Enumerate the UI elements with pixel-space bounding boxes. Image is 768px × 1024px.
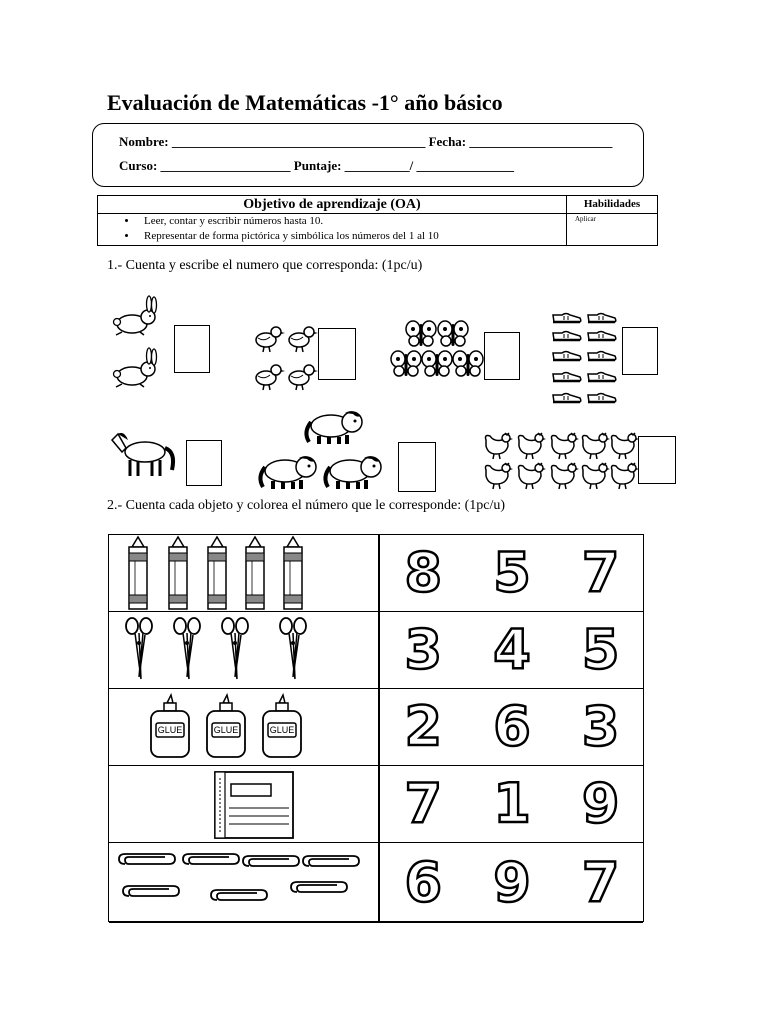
chick-icon — [289, 365, 318, 390]
answer-box-ponies[interactable] — [398, 442, 436, 492]
scissors-icon — [280, 618, 306, 679]
number-options — [379, 535, 645, 611]
shoe-icon — [588, 314, 616, 323]
number-option[interactable]: 1 — [493, 772, 531, 835]
number-option[interactable]: 9 — [581, 772, 620, 835]
butterfly-icon — [453, 351, 483, 376]
grid-row-glue — [109, 689, 643, 766]
question-1: 1.- Cuenta y escribe el numero que corresponda: (1pc/u) — [107, 258, 423, 273]
skills-heading: Habilidades — [567, 196, 657, 214]
hen-icon — [612, 463, 640, 489]
shoe-icon — [553, 352, 581, 361]
objective-item: • Leer, contar y escribir números hasta 10. — [138, 214, 566, 229]
shoe-icon — [553, 332, 581, 341]
notebook-group — [109, 766, 378, 843]
number-option[interactable]: 7 — [581, 850, 620, 914]
butterfly-icon — [438, 321, 468, 346]
number-option[interactable]: 7 — [404, 772, 443, 835]
horse-icon — [112, 433, 173, 476]
name-date-line[interactable]: Nombre: _______________________________________ Fecha: ______________________ — [119, 134, 613, 149]
grid-row-notebook — [109, 766, 643, 843]
shoe-icon — [553, 394, 581, 403]
paperclip-icon — [291, 882, 347, 892]
hen-icon — [519, 463, 547, 489]
number-options — [379, 689, 645, 765]
chick-icon — [256, 327, 285, 352]
shoe-icon — [588, 332, 616, 341]
butterfly-icon — [391, 351, 421, 376]
scissors-icon — [222, 618, 248, 679]
shoe-icon — [588, 352, 616, 361]
shoe-group — [553, 314, 616, 403]
number-options — [379, 766, 645, 842]
paperclip-icon — [183, 854, 239, 864]
answer-box-rabbits[interactable] — [174, 325, 210, 373]
chick-group — [256, 327, 318, 390]
notebook-icon — [215, 772, 293, 838]
number-option[interactable]: 5 — [493, 541, 531, 604]
number-option[interactable]: 9 — [493, 850, 531, 914]
hen-icon — [519, 433, 547, 459]
number-option[interactable]: 8 — [404, 541, 443, 604]
shoe-icon — [553, 373, 581, 382]
course-score-line[interactable]: Curso: ____________________ Puntaje: __________/ _______________ — [119, 158, 515, 173]
skills-value: Aplicar — [575, 215, 596, 223]
shoe-icon — [553, 314, 581, 323]
pony-icon — [260, 456, 316, 489]
grid-divider — [378, 535, 380, 921]
glue-label: GLUE — [213, 725, 239, 735]
hen-icon — [486, 463, 514, 489]
crayon-icon — [169, 537, 187, 609]
answer-box-shoes[interactable] — [622, 327, 658, 375]
glue-label: GLUE — [269, 725, 295, 735]
grid-row-scissors — [109, 612, 643, 689]
number-option[interactable]: 2 — [404, 695, 443, 758]
hen-icon — [583, 463, 611, 489]
horse-group — [112, 433, 173, 476]
glue-label: GLUE — [157, 725, 183, 735]
answer-box-chicks[interactable] — [318, 328, 356, 380]
crayon-icon — [246, 537, 264, 609]
pony-icon — [325, 456, 381, 489]
chick-icon — [289, 327, 318, 352]
objective-item: • Representar de forma pictórica y simbólica los números del 1 al 10 — [138, 229, 566, 244]
rabbit-icon — [114, 296, 157, 335]
hen-icon — [583, 433, 611, 459]
paperclip-group — [109, 843, 378, 923]
paperclip-icon — [119, 854, 175, 864]
answer-box-butterflies[interactable] — [484, 332, 520, 380]
scissors-icon — [126, 618, 152, 679]
chick-icon — [256, 365, 285, 390]
number-option[interactable]: 3 — [404, 618, 443, 681]
paperclip-icon — [303, 856, 359, 866]
number-option[interactable]: 3 — [581, 695, 620, 758]
hen-icon — [552, 463, 580, 489]
hen-group — [486, 433, 640, 489]
hen-icon — [552, 433, 580, 459]
number-option[interactable]: 7 — [581, 541, 620, 604]
scissors-group — [109, 612, 378, 689]
objective-heading: Objetivo de aprendizaje (OA) — [98, 196, 566, 214]
glue-group — [109, 689, 378, 766]
number-option[interactable]: 4 — [493, 618, 531, 681]
paperclip-icon — [211, 890, 267, 900]
grid-row-paperclips — [109, 843, 643, 923]
question-2: 2.- Cuenta cada objeto y colorea el número que le corresponde: (1pc/u) — [107, 498, 506, 513]
pony-group — [260, 411, 381, 489]
crayon-icon — [129, 537, 147, 609]
number-option[interactable]: 6 — [404, 850, 443, 914]
pony-icon — [306, 411, 362, 444]
answer-box-horse[interactable] — [186, 440, 222, 486]
rabbit-icon — [114, 348, 157, 387]
number-option[interactable]: 5 — [581, 618, 620, 681]
butterfly-icon — [406, 321, 436, 346]
answer-box-hens[interactable] — [638, 436, 676, 484]
crayon-group — [109, 535, 378, 612]
paperclip-icon — [243, 856, 299, 866]
hen-icon — [612, 433, 640, 459]
number-options — [379, 843, 645, 922]
hen-icon — [486, 433, 514, 459]
coloring-grid — [108, 534, 644, 922]
crayon-icon — [284, 537, 302, 609]
butterfly-icon — [422, 351, 452, 376]
number-option[interactable]: 6 — [493, 695, 531, 758]
grid-row-crayons — [109, 535, 643, 612]
page-title: Evaluación de Matemáticas -1° año básico — [107, 90, 503, 115]
paperclip-icon — [123, 886, 179, 896]
scissors-icon — [174, 618, 200, 679]
shoe-icon — [588, 373, 616, 382]
shoe-icon — [588, 394, 616, 403]
crayon-icon — [208, 537, 226, 609]
number-options — [379, 612, 645, 688]
butterfly-group — [391, 321, 483, 376]
rabbit-group — [114, 296, 157, 387]
